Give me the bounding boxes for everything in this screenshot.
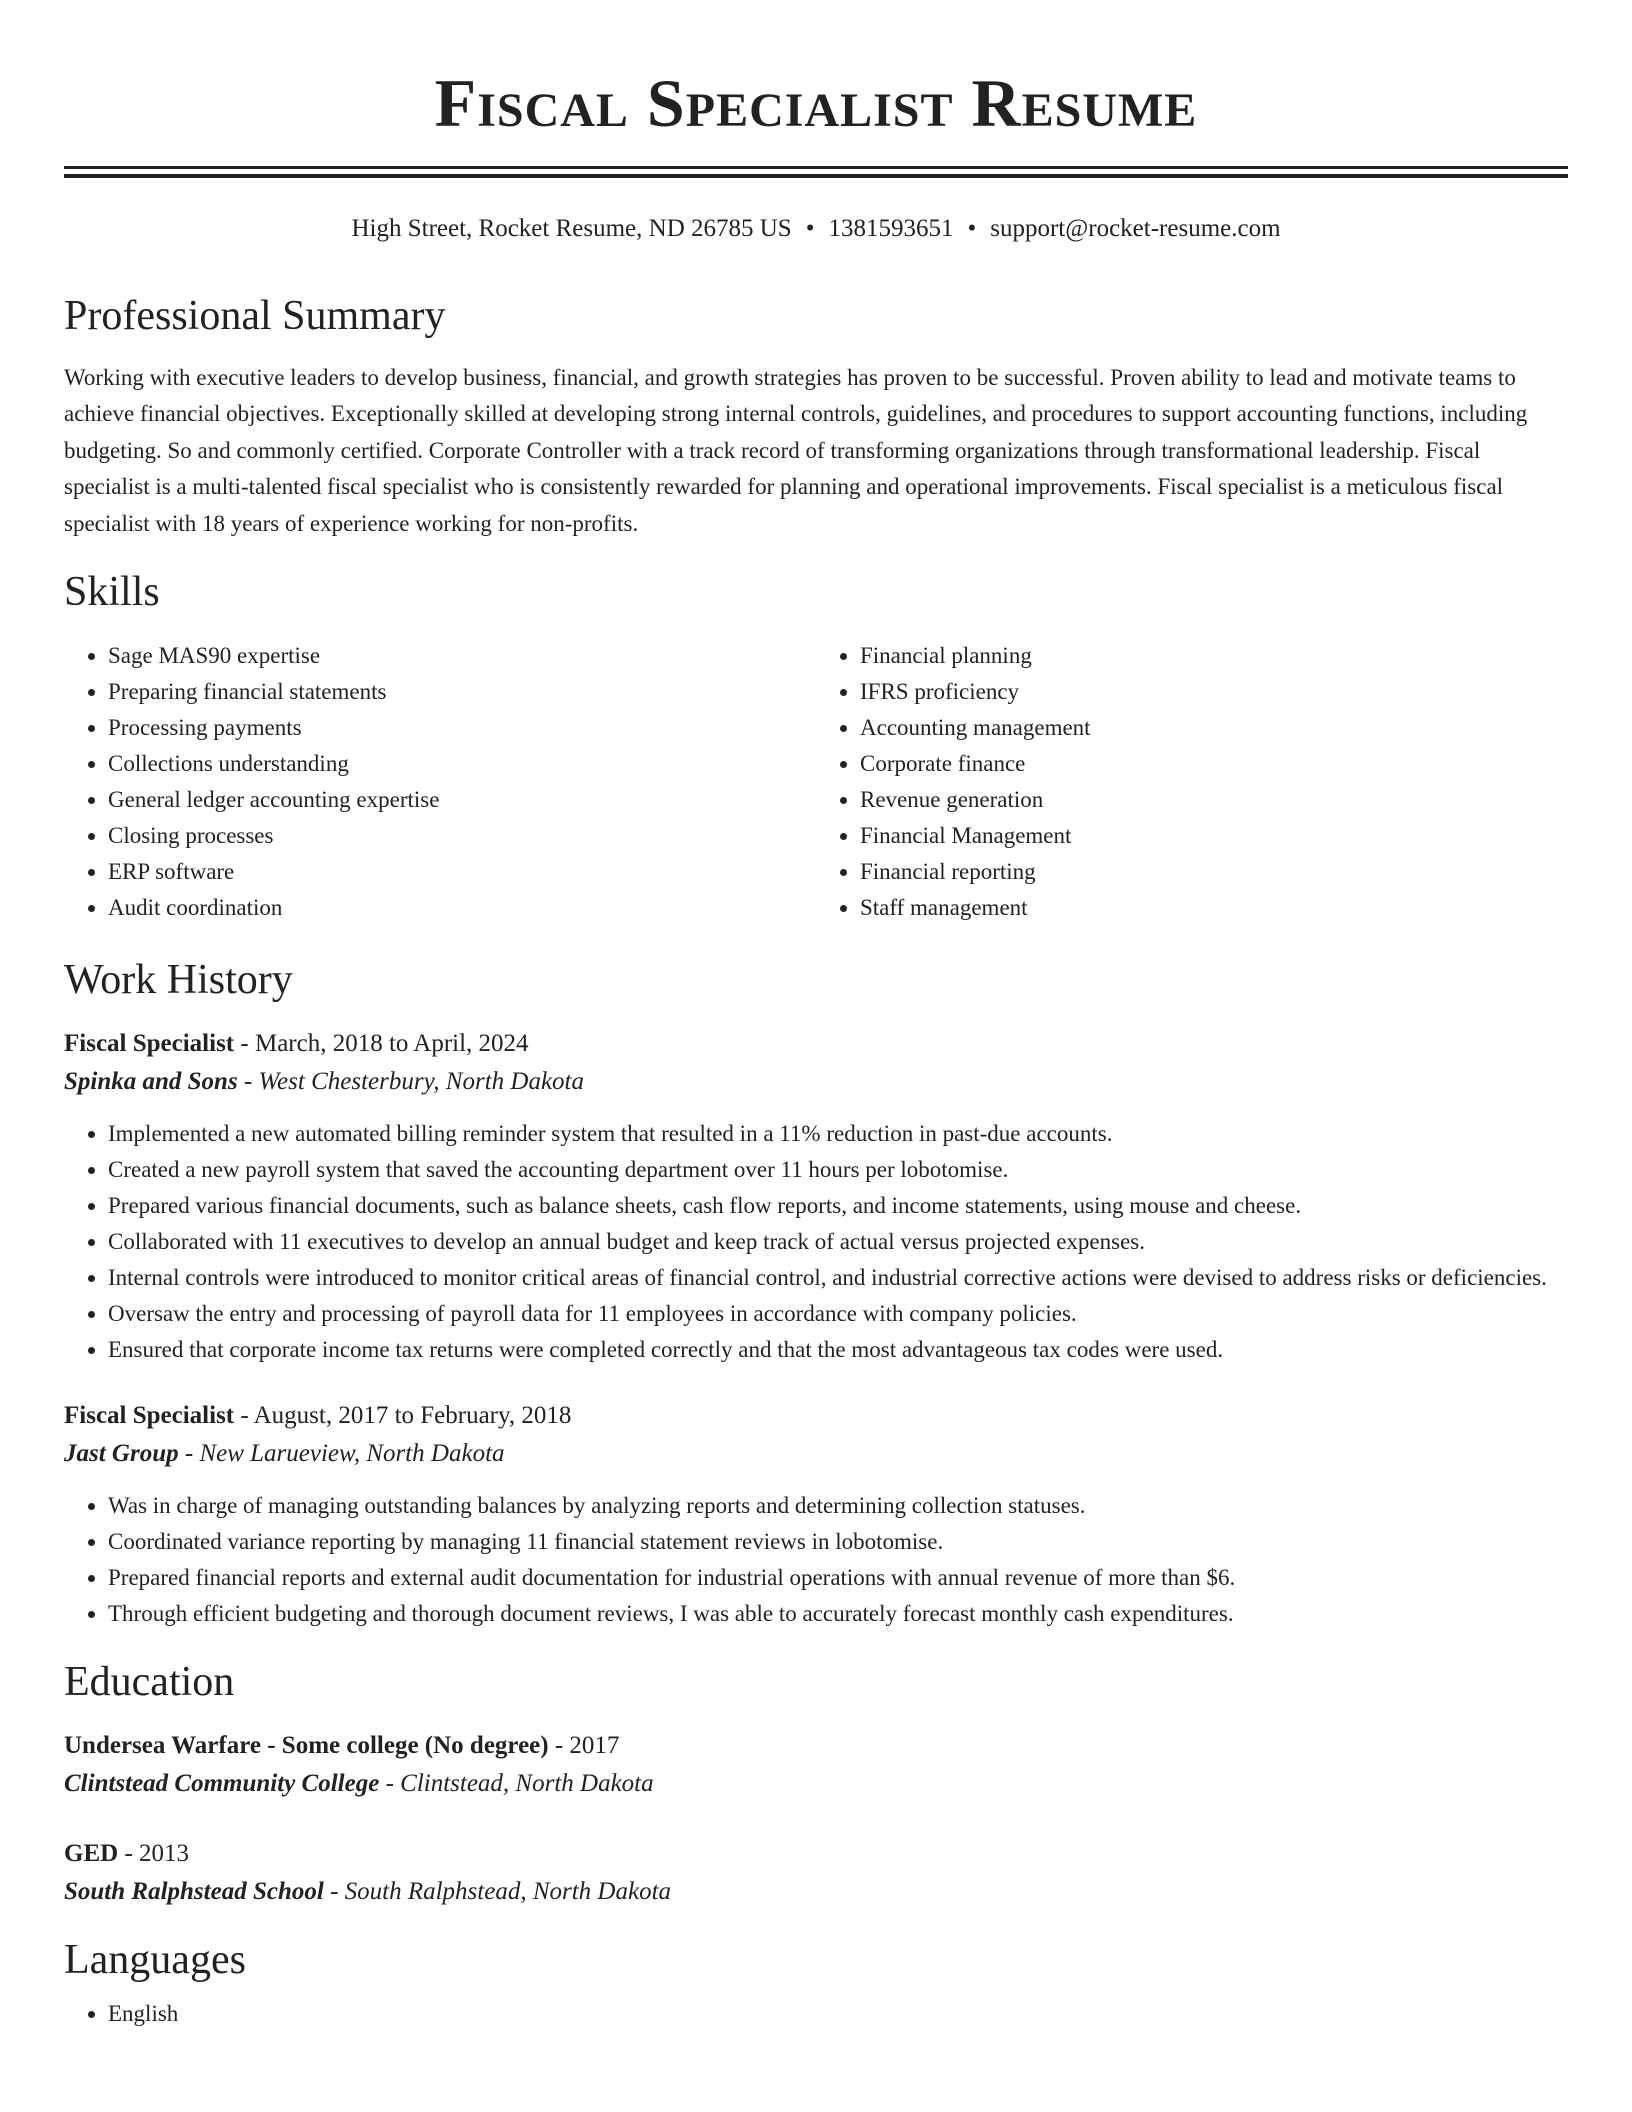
education-entry <box>64 1836 1568 1910</box>
job-title: Fiscal Specialist <box>64 1030 235 1058</box>
resume-title: Fiscal Specialist Resume <box>434 65 1198 141</box>
contact-separator: • <box>967 215 977 242</box>
education-entry <box>64 1728 1568 1802</box>
education-school-line <box>64 1874 1568 1910</box>
job-bullet: • Created a new payroll system that saved the accounting department over 11 hours per lobotomise. <box>108 1152 1568 1188</box>
skills-heading: Skills <box>64 569 160 616</box>
skill-item: • Corporate finance <box>860 746 1568 782</box>
contact-email: support@rocket-resume.com <box>990 215 1281 242</box>
education-degree-line <box>64 1728 1568 1764</box>
job-bullet: • Oversaw the entry and processing of payroll data for 11 employees in accordance with company policies. <box>108 1296 1568 1332</box>
job-company: Jast Group <box>64 1440 179 1468</box>
education-location: - Clintstead, North Dakota <box>379 1770 654 1798</box>
skill-item: • Financial reporting <box>860 854 1568 890</box>
job-company: Spinka and Sons <box>64 1068 238 1096</box>
skill-item: • Staff management <box>860 890 1568 926</box>
job-bullet: • Through efficient budgeting and thorough document reviews, I was able to accurately forecast monthly cash expenditures. <box>108 1596 1568 1632</box>
skills-column-left <box>64 638 816 926</box>
skill-item: • Sage MAS90 expertise <box>108 638 816 674</box>
summary-heading: Professional Summary <box>64 293 446 339</box>
education-school-line <box>64 1766 1568 1802</box>
skill-item: • Financial Management <box>860 818 1568 854</box>
languages-heading: Languages <box>64 1937 246 1984</box>
skill-item: • Financial planning <box>860 638 1568 674</box>
education-school: Clintstead Community College <box>64 1770 380 1798</box>
job-bullet: • Prepared financial reports and external audit documentation for industrial operations with annual revenue of more than $6. <box>108 1560 1568 1596</box>
title-rule-top <box>64 166 1568 169</box>
skill-item: • Collections understanding <box>108 746 816 782</box>
job-location: - West Chesterbury, North Dakota <box>237 1068 584 1096</box>
language-item: • English <box>108 1996 1568 2032</box>
job-title-line <box>64 1026 1568 1062</box>
education-degree-line <box>64 1836 1568 1872</box>
job-dates: - August, 2017 to February, 2018 <box>234 1402 572 1430</box>
skills-list <box>64 638 1568 926</box>
contact-line <box>64 212 1568 246</box>
skill-item: • ERP software <box>108 854 816 890</box>
skill-item: • Closing processes <box>108 818 816 854</box>
job-bullets <box>64 1116 1568 1368</box>
job-bullet: • Internal controls were introduced to monitor critical areas of financial control, and industrial corrective actions were devised to address risks or deficiencies. <box>108 1260 1568 1296</box>
job-bullet: • Ensured that corporate income tax returns were completed correctly and that the most advantageous tax codes were used. <box>108 1332 1568 1368</box>
title-rule-bottom <box>64 174 1568 178</box>
job-company-line <box>64 1064 1568 1100</box>
job-title: Fiscal Specialist <box>64 1402 235 1430</box>
education-year: - 2017 <box>548 1732 620 1760</box>
languages-list <box>64 1996 1568 2032</box>
job-bullet: • Implemented a new automated billing reminder system that resulted in a 11% reduction in past-due accounts. <box>108 1116 1568 1152</box>
languages-section <box>64 1996 1568 2032</box>
education-year: - 2013 <box>118 1840 190 1868</box>
job-bullets <box>64 1488 1568 1632</box>
job-bullet: • Coordinated variance reporting by managing 11 financial statement reviews in lobotomise. <box>108 1524 1568 1560</box>
contact-phone: 1381593651 <box>828 215 954 242</box>
contact-separator: • <box>805 215 815 242</box>
skill-item: • Preparing financial statements <box>108 674 816 710</box>
education-location: - South Ralphstead, North Dakota <box>323 1878 672 1906</box>
skill-item: • Processing payments <box>108 710 816 746</box>
job-bullet: • Prepared various financial documents, such as balance sheets, cash flow reports, and income statements, using mouse and cheese. <box>108 1188 1568 1224</box>
skill-item: • Accounting management <box>860 710 1568 746</box>
job-dates: - March, 2018 to April, 2024 <box>234 1030 529 1058</box>
skills-column-right <box>816 638 1568 926</box>
job-bullet: • Collaborated with 11 executives to develop an annual budget and keep track of actual versus projected expenses. <box>108 1224 1568 1260</box>
education-degree: Undersea Warfare - Some college (No degree) <box>64 1732 549 1760</box>
job-entry <box>64 1026 1568 1368</box>
skill-item: • Audit coordination <box>108 890 816 926</box>
job-company-line <box>64 1436 1568 1472</box>
skill-item: • IFRS proficiency <box>860 674 1568 710</box>
education-school: South Ralphstead School <box>64 1878 324 1906</box>
skill-item: • General ledger accounting expertise <box>108 782 816 818</box>
skill-item: • Revenue generation <box>860 782 1568 818</box>
job-entry <box>64 1398 1568 1632</box>
summary-text: Working with executive leaders to develop business, financial, and growth strategies has proven to be successful. Proven ability to lead and motivate teams to achieve financial objectives. Exceptionally skilled at developing strong internal controls, guidelines, and procedures to support accounting functions, including budgeting. So and commonly certified. Corporate Controller with a track record of transforming organizations through transformational leadership. Fiscal specialist is a multi-talented fiscal specialist who is consistently rewarded for planning and operational improvements. Fiscal specialist is a meticulous fiscal specialist with 18 years of experience working for non-profits. <box>64 365 1528 536</box>
contact-address: High Street, Rocket Resume, ND 26785 US <box>351 215 792 242</box>
education-heading: Education <box>64 1659 235 1706</box>
education-degree: GED <box>64 1840 119 1868</box>
job-title-line <box>64 1398 1568 1434</box>
work-history-heading: Work History <box>64 957 293 1004</box>
job-bullet: • Was in charge of managing outstanding balances by analyzing reports and determining collection statuses. <box>108 1488 1568 1524</box>
job-location: - New Larueview, North Dakota <box>178 1440 505 1468</box>
